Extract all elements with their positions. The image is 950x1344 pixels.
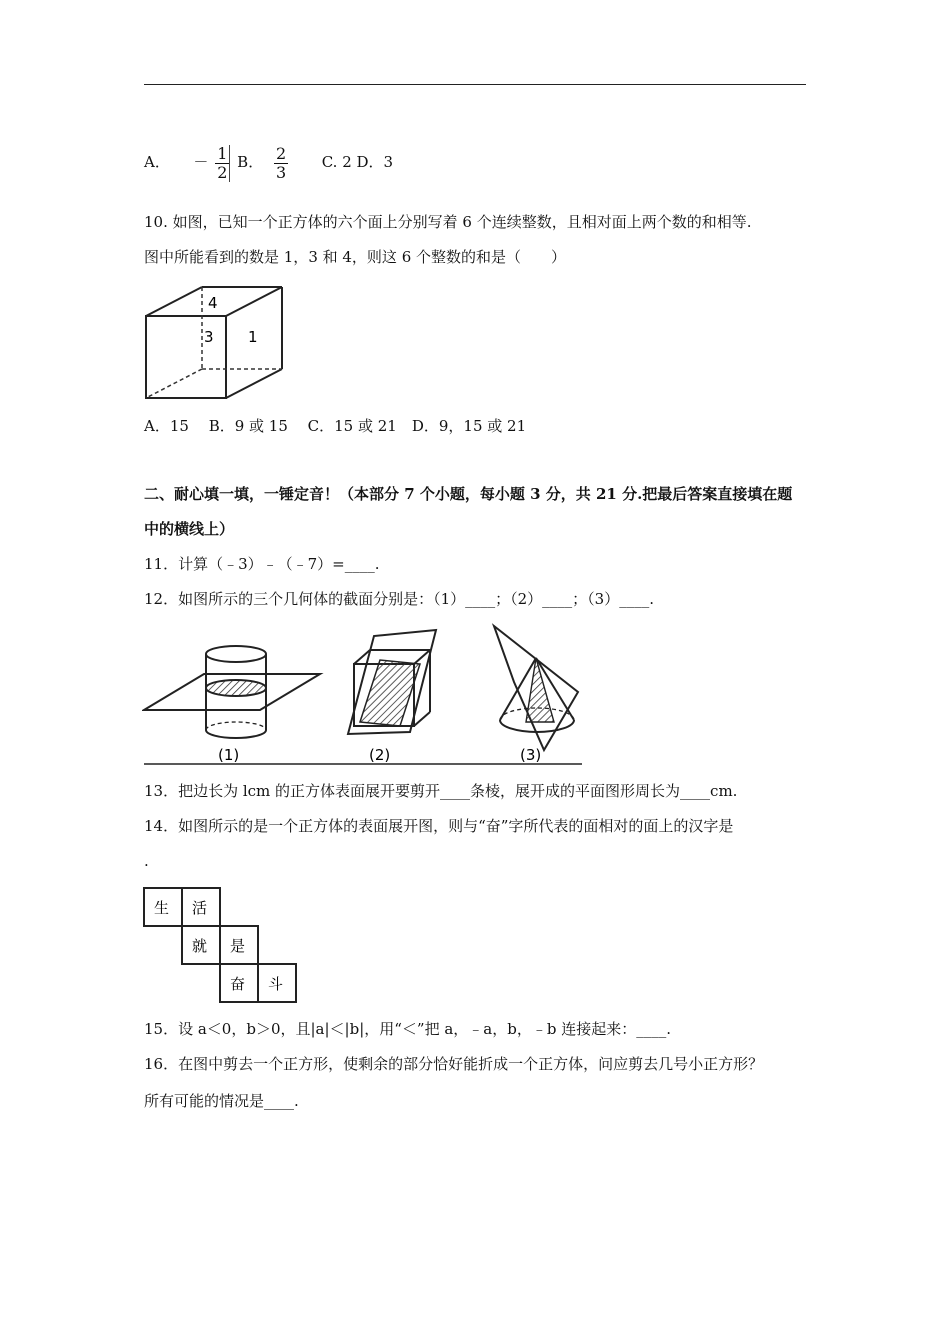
q15-text: 15．设 a＜0，b＞0，且|a|＜|b|，用“＜”把 a，﹣a，b，﹣b 连接起来：____. xyxy=(144,1020,671,1038)
section2-heading-line1: 二、耐心填一填，一锤定音！（本部分 7 个小题，每小题 3 分，共 21 分.把最后答案直接填在题 xyxy=(144,485,793,503)
net-cell-2: 活 xyxy=(192,899,208,917)
cube-label-top: 4 xyxy=(208,294,218,312)
cube-label-back: 3 xyxy=(204,328,214,346)
net-cell-5: 奋 xyxy=(230,975,246,993)
q9-option-a-label: A． xyxy=(144,153,170,171)
q14-line1: 14．如图所示的是一个正方体的表面展开图，则与“奋”字所代表的面相对的面上的汉字是 xyxy=(144,817,734,835)
fig-label-2: (2) xyxy=(369,746,391,764)
q9-option-a-numerator: 1 xyxy=(217,143,228,163)
q14-cube-net xyxy=(142,884,304,1006)
figure-1-cylinder xyxy=(144,646,320,738)
cube-label-side: 1 xyxy=(248,328,258,346)
figure-3-cone xyxy=(494,626,578,750)
q9-option-b-numerator: 2 xyxy=(275,143,287,163)
q10-cube-figure xyxy=(142,284,284,402)
q16-line1: 16．在图中剪去一个正方形，使剩余的部分恰好能折成一个正方体，问应剪去几号小正方形？ xyxy=(144,1055,764,1073)
section2-heading-line2: 中的横线上） xyxy=(144,520,235,538)
q10-line1: 10. 如图，已知一个正方体的六个面上分别写着 6 个连续整数，且相对面上两个数的和相等. xyxy=(144,213,752,231)
q12-solids-figure xyxy=(142,622,584,766)
q9-option-b-fraction xyxy=(274,145,288,182)
q10-line2: 图中所能看到的数是 1，3 和 4，则这 6 个整数的和是（ ） xyxy=(144,248,567,266)
q9-options-rest: C. 2 D．3 xyxy=(321,153,394,171)
q9-option-b-label: B． xyxy=(237,153,264,171)
q10-options: A．15 B．9 或 15 C．15 或 21 D．9，15 或 21 xyxy=(144,417,527,435)
figure-2-cube xyxy=(348,630,436,734)
q9-option-b-denominator: 3 xyxy=(275,162,287,182)
net-cell-6: 斗 xyxy=(268,975,284,993)
fig-label-3: (3) xyxy=(520,746,542,764)
net-cell-3: 就 xyxy=(192,937,208,955)
net-cell-1: 生 xyxy=(154,899,170,917)
net-cell-4: 是 xyxy=(230,937,246,955)
q9-option-a-fraction xyxy=(215,145,230,182)
q14-line2: . xyxy=(144,852,149,870)
q16-line2: 所有可能的情况是____. xyxy=(144,1092,299,1110)
q12-text: 12．如图所示的三个几何体的截面分别是：（1）____；（2）____；（3）____. xyxy=(144,590,654,608)
fig-label-1: (1) xyxy=(218,746,240,764)
header-rule xyxy=(144,84,806,85)
q9-options xyxy=(144,142,393,182)
q9-option-a-denominator: 2 xyxy=(217,162,228,182)
q11-text: 11．计算（﹣3）﹣（﹣7）=____. xyxy=(144,555,380,573)
q13-text: 13．把边长为 lcm 的正方体表面展开要剪开____条棱，展开成的平面图形周长为____cm. xyxy=(144,782,738,800)
q9-option-a-sign: － xyxy=(193,153,209,171)
